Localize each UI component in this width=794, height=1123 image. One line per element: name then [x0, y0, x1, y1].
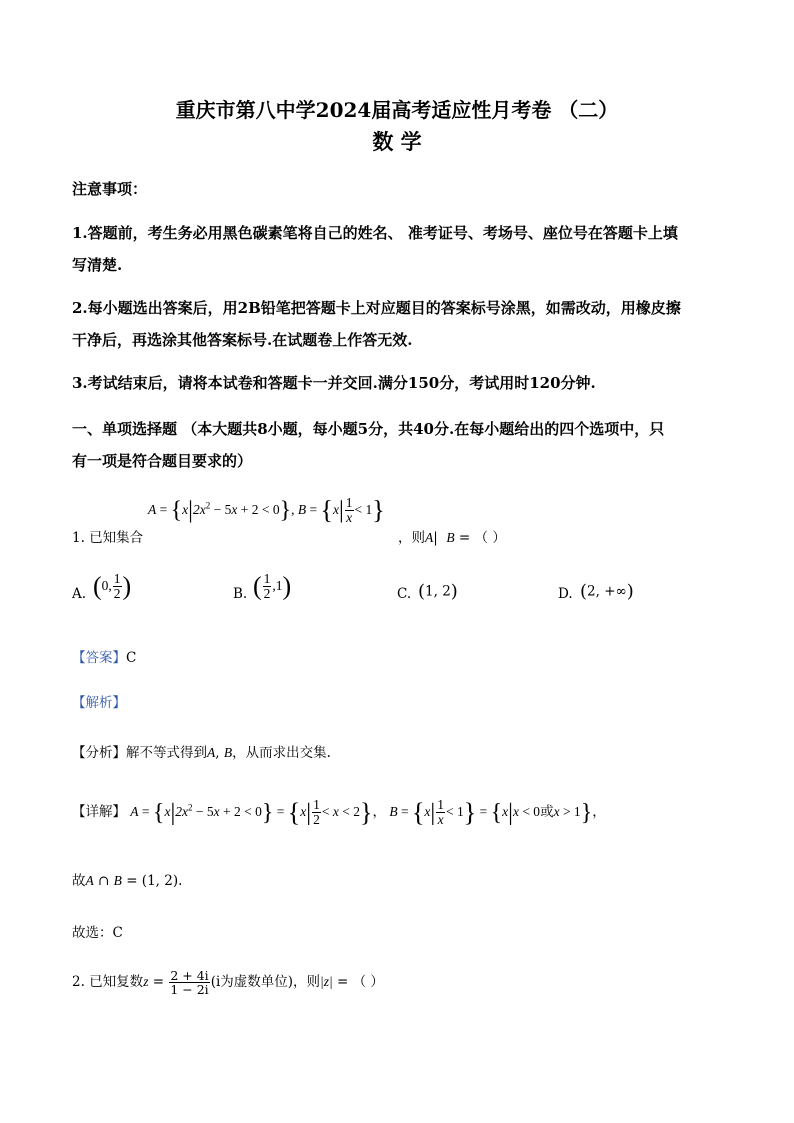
subject-title: 数 学	[372, 129, 422, 154]
answer-value: C	[126, 650, 137, 666]
detail-line: 【详解】 $A = \{x|2x^2 - 5x + 2 < 0\} = \{x|$ $\frac{1}{2}$ < x < 2}， B = {x| $\frac{1}{x}$ < 1} = {x|x < 0或x > 1}，	[72, 797, 606, 828]
note-item-3: 3.考试结束后，请将本试卷和答题卡一并交回.满分150分，考试用时120分钟.	[72, 374, 596, 392]
question-1-ask: ，则A| B = （ ）	[398, 530, 506, 546]
option-c-value: (1, 2)	[418, 581, 458, 602]
notes-heading: 注意事项：	[72, 180, 148, 198]
option-c-label: C.	[397, 586, 412, 602]
fenxi-line: 【分析】解不等式得到A, B，从而求出交集.	[72, 745, 331, 761]
note-item-1-line-2: 写清楚.	[72, 256, 123, 274]
page-title: 重庆市第八中学2024届高考适应性月考卷 （二）	[175, 98, 619, 122]
option-b-label: B.	[233, 586, 248, 602]
question-2: 2. 已知复数z = $\frac{2 + 4i}{1 - 2i}$ (i为虚数单位)，则|z| = （ ）	[72, 968, 384, 998]
answer-tag: 【答案】	[72, 650, 126, 666]
option-d-label: D.	[558, 586, 573, 602]
section-heading-line-1: 一、单项选择题 （本大题共8小题，每小题5分，共40分.在每小题给出的四个选项中，只	[72, 420, 665, 438]
note-item-2-line-2: 干净后，再选涂其他答案标号.在试题卷上作答无效.	[72, 331, 413, 349]
option-a-label: A.	[72, 586, 87, 602]
analysis-tag: 【解析】	[72, 695, 126, 711]
option-b-value: ( $\frac{1}{2}$ ,1)	[253, 571, 292, 602]
note-item-1-line-1: 1.答题前，考生务必用黑色碳素笔将自己的姓名、 准考证号、考场号、座位号在答题卡上填	[72, 224, 678, 242]
detail-formula: $A = \{x|2x^2 - 5x + 2 < 0\} = \{x|$ $\frac{1}{2}$ < x < 2}， B = {x| $\frac{1}{x}$ < 1} = {x|x < 0	[130, 797, 541, 828]
question-1-sets-formula: $A = \{x|2x^2 - 5x + 2 < 0\}$, B = {x| $\frac{1}{x}$ < 1}	[148, 495, 385, 526]
therefore-line: 故A ∩ B = (1, 2).	[72, 873, 183, 889]
section-heading-line-2: 有一项是符合题目要求的）	[72, 452, 253, 470]
note-item-2-line-1: 2.每小题选出答案后，用2B铅笔把答题卡上对应题目的答案标号涂黑，如需改动，用橡皮擦	[72, 299, 681, 317]
option-d-value: (2, +∞)	[580, 581, 634, 602]
choice-line: 故选：C	[72, 925, 123, 941]
option-a-value: (0, $\frac{1}{2}$ )	[93, 571, 132, 602]
question-1-number: 1. 已知集合	[72, 530, 144, 546]
answer-line	[72, 646, 136, 666]
